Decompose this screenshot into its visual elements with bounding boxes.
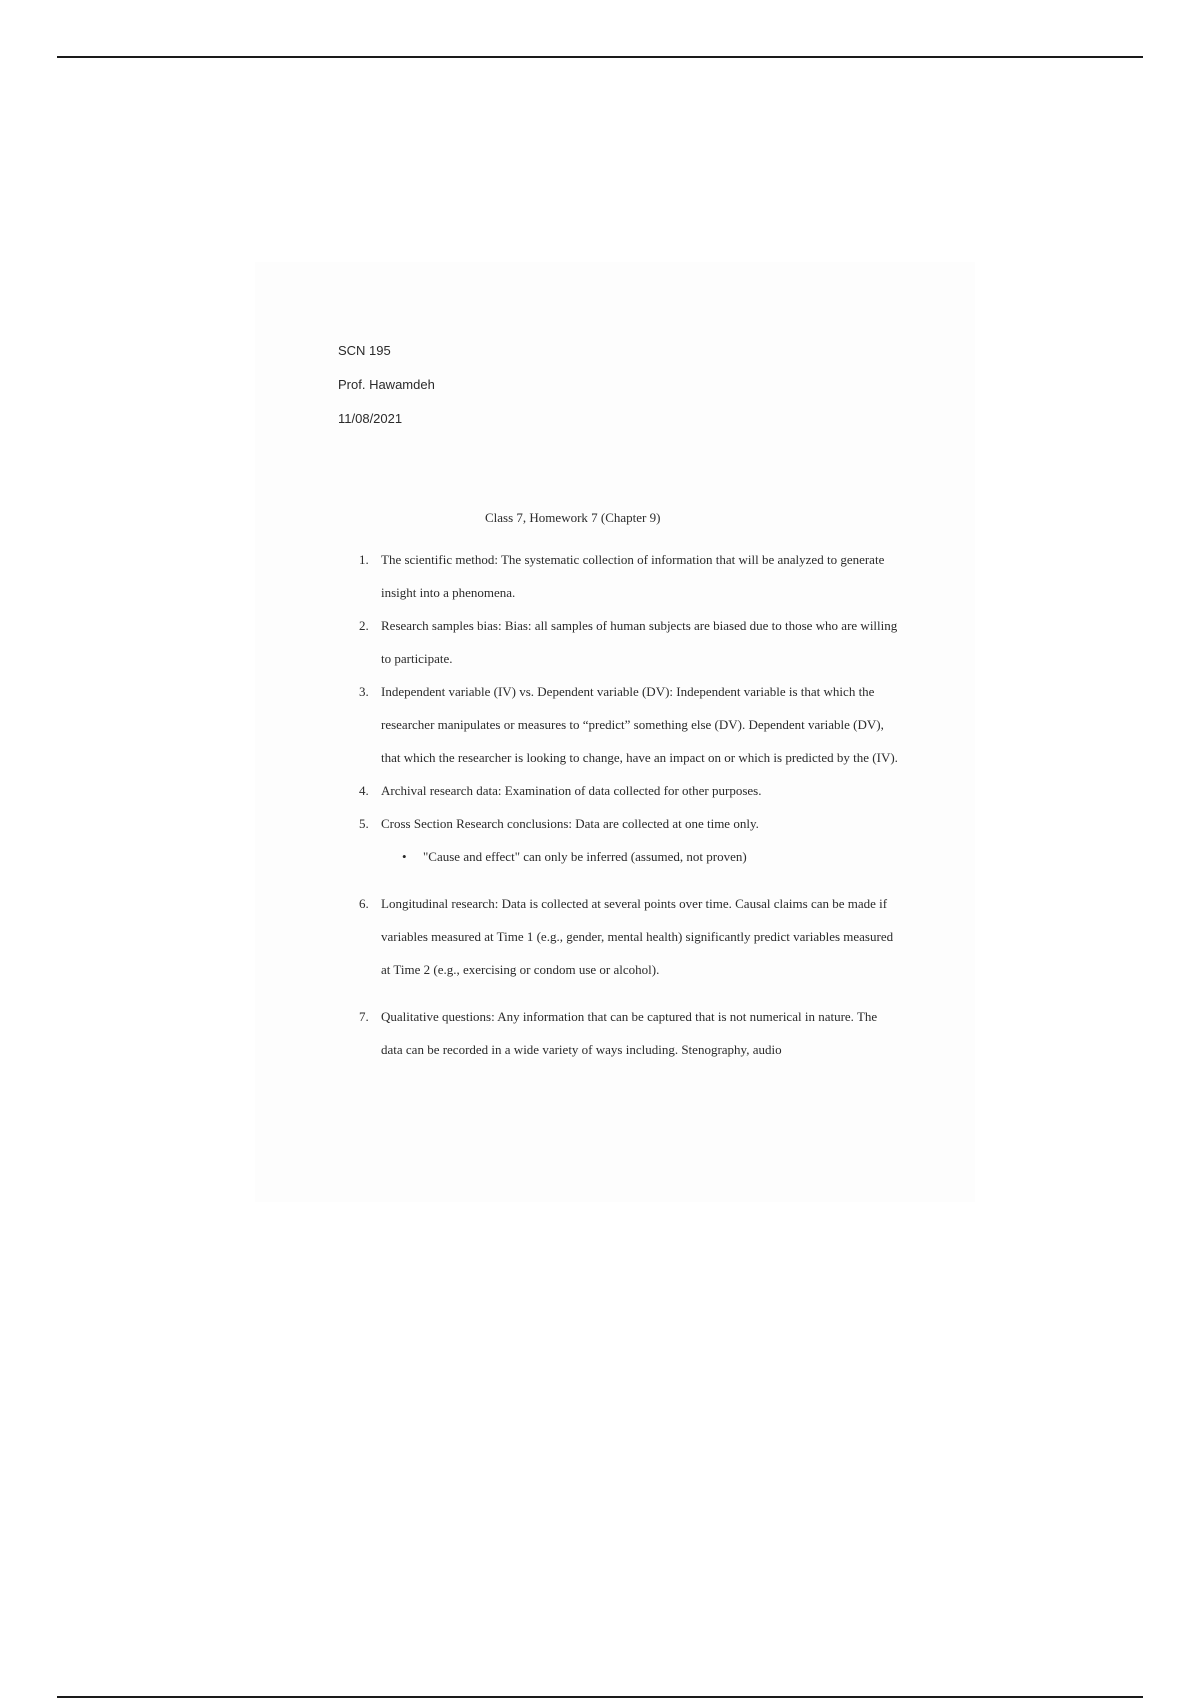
item-text: Research samples bias: Bias: all samples of human subjects are biased due to those who are willing to participate. — [381, 618, 898, 666]
item-text: Qualitative questions: Any information that can be captured that is not numerical in nature. The data can be recorded in a wide variety of ways including. Stenography, audio — [381, 1009, 878, 1057]
list-item — [359, 774, 899, 807]
list-item — [359, 543, 899, 609]
list-item — [359, 1000, 899, 1066]
course-code: SCN 195 — [338, 343, 391, 358]
sub-bullet-item — [359, 840, 899, 873]
list-item — [359, 609, 899, 675]
list-item — [359, 807, 899, 840]
bottom-rule — [57, 1696, 1143, 1698]
list-item — [359, 675, 899, 774]
item-number: 6. — [359, 896, 369, 911]
item-number: 3. — [359, 684, 369, 699]
item-number: 2. — [359, 618, 369, 633]
item-text: Archival research data: Examination of data collected for other purposes. — [381, 783, 762, 798]
item-text: Longitudinal research: Data is collected at several points over time. Causal claims can be made if variables measured at Time 1 (e.g., gender, mental health) significantly predict variables measured at Time 2 (e.g., exercising or condom use or alcohol). — [381, 896, 894, 977]
item-number: 5. — [359, 816, 369, 831]
document-title: Class 7, Homework 7 (Chapter 9) — [485, 510, 661, 525]
list-item — [359, 887, 899, 986]
item-number: 1. — [359, 552, 369, 567]
top-rule — [57, 56, 1143, 58]
bullet-icon: • — [402, 849, 407, 864]
item-text: The scientific method: The systematic collection of information that will be analyzed to generate insight into a phenomena. — [381, 552, 885, 600]
date: 11/08/2021 — [338, 411, 403, 426]
document-header — [338, 342, 435, 444]
professor-name: Prof. Hawamdeh — [338, 377, 435, 392]
question-list — [359, 543, 899, 1066]
item-number: 7. — [359, 1009, 369, 1024]
sub-bullet-text: "Cause and effect" can only be inferred (assumed, not proven) — [423, 849, 747, 864]
item-text: Cross Section Research conclusions: Data are collected at one time only. — [381, 816, 759, 831]
item-text: Independent variable (IV) vs. Dependent variable (DV): Independent variable is that which the researcher manipulates or measures to “predict” something else (DV). Dependent variable (DV), that which the researcher is looking to change, have an impact on or which is predicted by the (IV). — [381, 684, 898, 765]
item-number: 4. — [359, 783, 369, 798]
